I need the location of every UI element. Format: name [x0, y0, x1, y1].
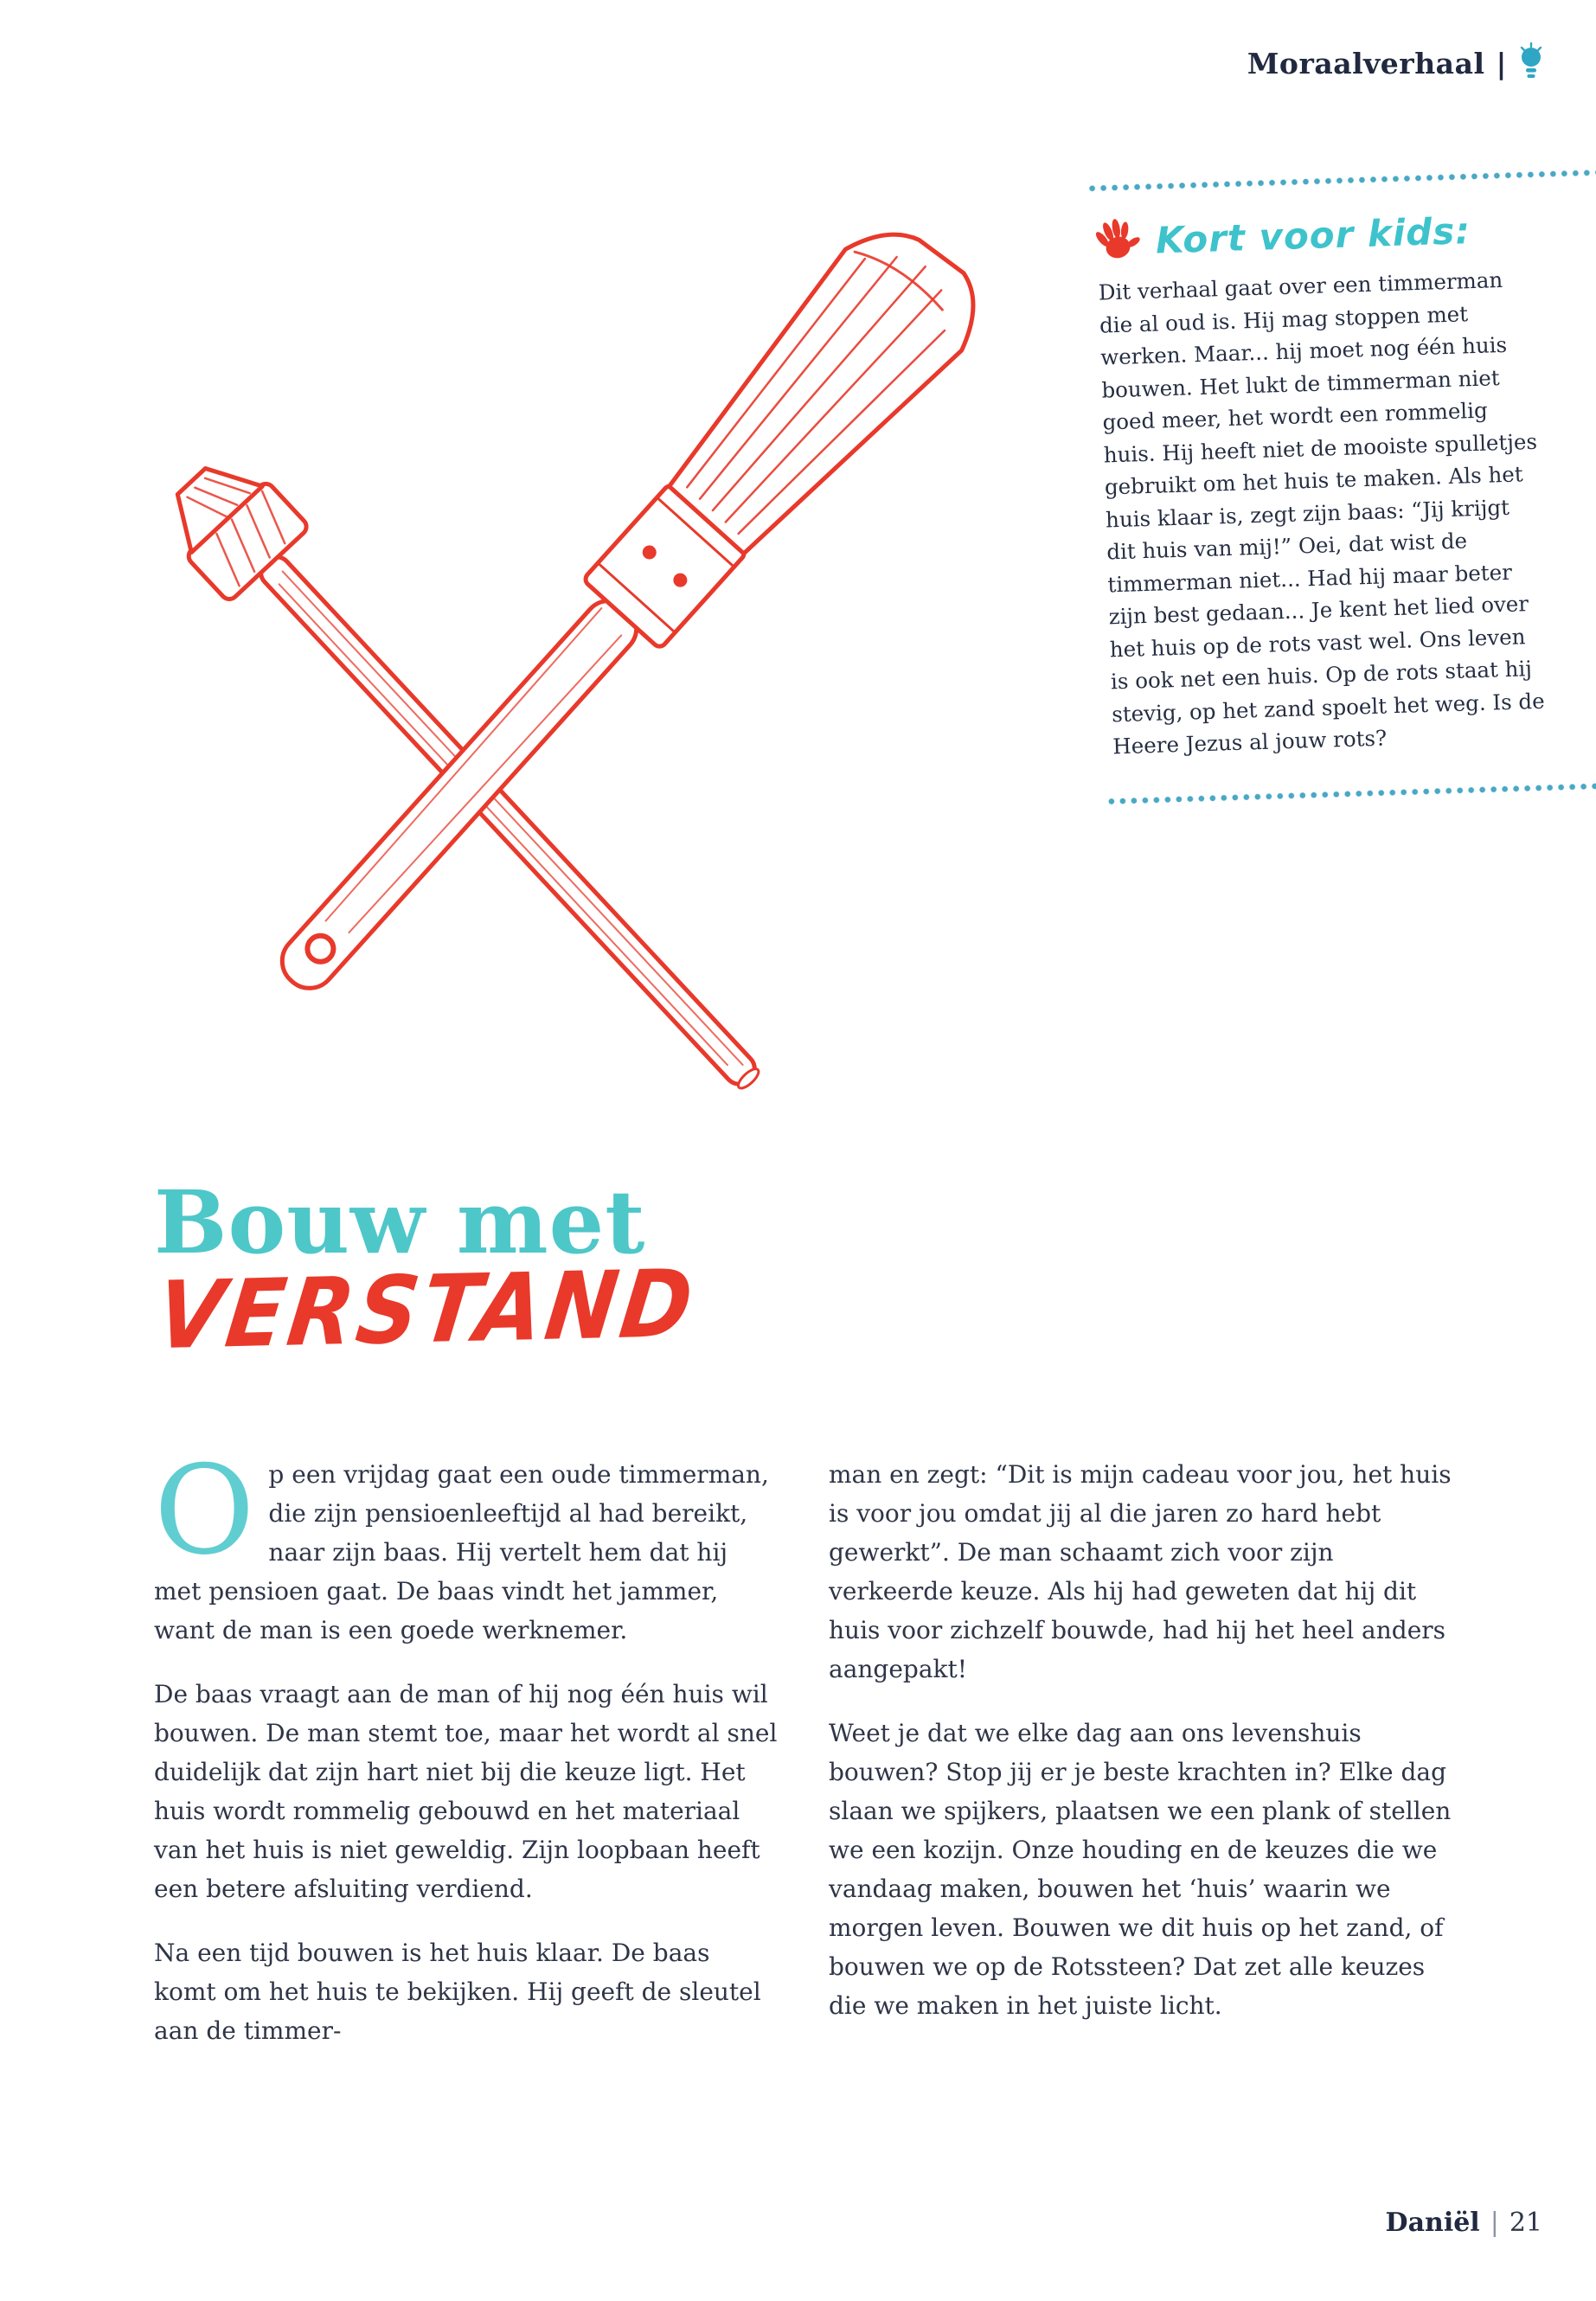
kids-sidebar	[1086, 169, 1596, 804]
dotted-divider-top	[1086, 168, 1596, 192]
header-separator: |	[1496, 47, 1507, 80]
paragraph: Weet je dat we elke dag aan ons levenshuis bouwen? Stop jij er je beste krachten in? Elke dag slaan we spijkers, plaatsen we een plank of stellen we een kozijn. Onze houding en de keuzes die we vandaag maken, bouwen het ‘huis’ waarin we morgen leven. Bouwen we dit huis op het zand, of bouwen we op de Rotssteen? Dat zet alle keuzes die we maken in het juiste licht.	[829, 1719, 1452, 2020]
kids-box-text: Dit verhaal gaat over een timmerman die al oud is. Hij mag stoppen met werken. Maar... hij moet nog één huis bouwen. Het lukt de timmerman niet goed meer, het wordt een rommelig huis. Hij heeft niet de mooiste spulletjes gebruikt om het huis te maken. Als het huis klaar is, zegt zijn baas: “Jij krijgt dit huis van mij!” Oei, dat wist de timmerman niet... Had hij maar beter zijn best gedaan... Je kent het lied over het huis op de rots vast wel. Ons leven is ook net een huis. Op de rots staat hij stevig, op het zand spoelt het weg. Is de Heere Jezus al jouw rots?	[1098, 266, 1546, 760]
page-header	[1247, 47, 1544, 80]
section-label: Moraalverhaal	[1247, 47, 1485, 80]
lightbulb-icon	[1518, 42, 1544, 80]
article-column-2	[829, 1455, 1453, 2050]
handprint-icon	[1089, 213, 1143, 270]
crossed-hammer-and-paintbrush-illustration	[138, 221, 986, 1103]
page-number: 21	[1509, 2208, 1542, 2238]
article-body	[154, 1439, 1458, 2050]
page-footer	[1386, 2208, 1542, 2238]
kids-box-title: Kort voor kids:	[1155, 208, 1471, 262]
paragraph: Na een tijd bouwen is het huis klaar. De baas komt om het huis te bekijken. Hij geeft de sleutel aan de timmer-	[154, 1939, 761, 2045]
magazine-name: Daniël	[1385, 2208, 1480, 2238]
footer-separator: |	[1490, 2208, 1499, 2238]
article-title	[151, 1171, 702, 1371]
title-line-1: Bouw met	[154, 1171, 646, 1273]
paragraph	[154, 1439, 779, 1650]
paragraph: De baas vraagt aan de man of hij nog één huis wil bouwen. De man stemt toe, maar het wordt al snel duidelijk dat zijn hart niet bij die keuze ligt. Het huis wordt rommelig gebouwd en het materiaal van het huis is niet geweldig. Zijn loopbaan heeft een betere afsluiting verdiend.	[154, 1680, 778, 1903]
drop-cap: O	[154, 1439, 255, 1582]
article-column-1	[154, 1439, 779, 2050]
paragraph-text: p een vrijdag gaat een oude timmerman, die zijn pensioenleeftijd al had bereikt, naar zijn baas. Hij vertelt hem dat hij met pensioen gaat. De baas vindt het jammer, want de man is een goede werknemer.	[154, 1460, 769, 1644]
kids-box-header	[1089, 198, 1596, 270]
paragraph: man en zegt: “Dit is mijn cadeau voor jou, het huis is voor jou omdat jij al die jaren zo hard hebt gewerkt”. De man schaamt zich voor zijn verkeerde keuze. Als hij had geweten dat hij dit huis voor zichzelf bouwde, had hij het heel anders aangepakt!	[829, 1460, 1452, 1683]
title-line-2: VERSTAND	[151, 1249, 702, 1371]
dotted-divider-bottom	[1106, 780, 1596, 804]
